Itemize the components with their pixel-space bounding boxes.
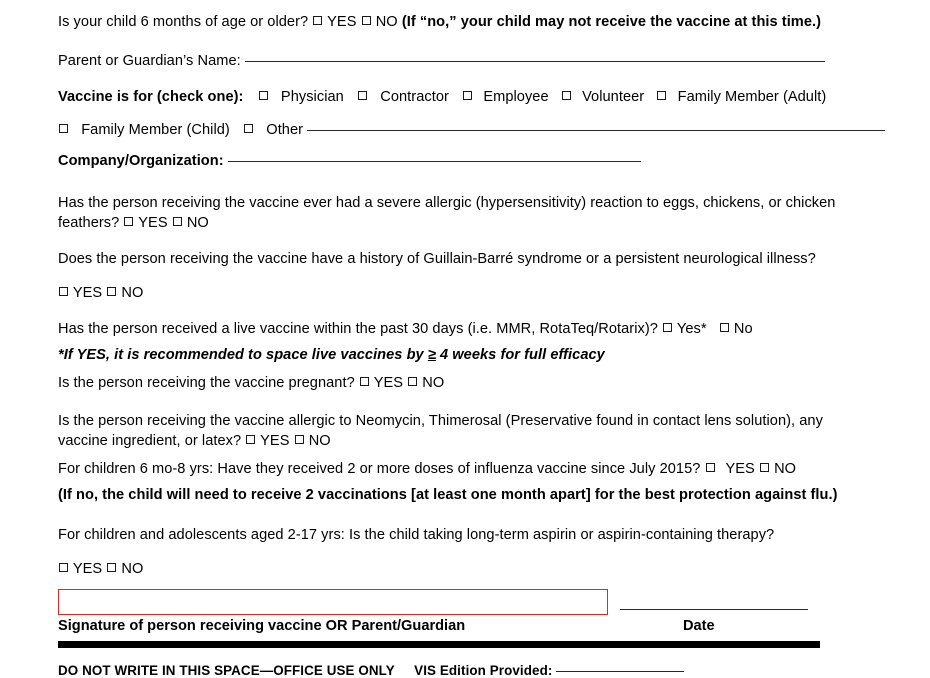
spacer [58,545,872,559]
vaccine-for-label: Vaccine is for (check one): [58,89,244,105]
checkbox-contractor[interactable] [358,91,367,100]
question-row-children-doses [58,459,872,479]
signature-caption: Signature of person receiving vaccine OR Parent/Guardian [58,618,466,634]
parent-guardian-name-row [58,50,872,71]
checkbox-egg-allergy-no[interactable] [173,217,182,226]
option-label-physician: Physician [280,89,344,105]
spacer [58,269,872,283]
children-doses-note: (If no, the child will need to receive 2 vaccinations [at least one month apart] for the best protection against flu.) [58,487,838,503]
checkbox-children-doses-no[interactable] [760,463,769,472]
neomycin-question-text: Is the person receiving the vaccine allergic to Neomycin, Thimerosal (Preservative found in contact lens solution), any vaccine ingredient, or latex? [58,413,823,449]
spacer [58,393,872,411]
spacer [58,233,872,249]
date-input[interactable] [620,609,808,610]
checkbox-guillain-barre-no[interactable] [107,287,116,296]
checkbox-neomycin-no[interactable] [295,435,304,444]
age-no-label: NO [375,14,398,30]
children-doses-no-label: NO [774,461,797,477]
vis-edition-label: VIS Edition Provided: [414,663,553,678]
spacer [58,32,872,50]
checkbox-other[interactable] [244,124,253,133]
live-vaccine-footnote-suffix: 4 weeks for full efficacy [435,347,605,363]
parent-guardian-name-input[interactable] [245,50,825,62]
spacer [58,505,872,525]
checkbox-neomycin-yes[interactable] [246,435,255,444]
guillain-barre-no-label: NO [121,285,144,301]
option-label-family-member-adult: Family Member (Adult) [677,89,827,105]
spacer [58,365,872,373]
question-row-live-vaccine [58,319,872,339]
egg-allergy-question-text: Has the person receiving the vaccine ever had a severe allergic (hypersensitivity) reaction to eggs, chickens, or chicken feathers? [58,195,836,231]
company-organization-row [58,150,872,171]
question-row-guillain-barre [58,249,872,269]
children-doses-yes-label: YES [725,461,755,477]
signature-captions [58,618,872,638]
date-caption: Date [683,618,715,634]
vaccine-for-row-2 [58,119,872,140]
signature-row [58,589,872,617]
company-organization-input[interactable] [228,150,641,162]
children-doses-question-text: For children 6 mo-8 yrs: Have they received 2 or more doses of influenza vaccine since July 2015? [58,461,701,477]
question-row-egg-allergy [58,193,870,233]
live-vaccine-footnote-prefix: *If YES, it is recommended to space live vaccines by [58,347,428,363]
guillain-barre-answer-row [58,283,872,303]
checkbox-live-vaccine-no[interactable] [720,323,729,332]
option-label-employee: Employee [483,89,549,105]
guillain-barre-question-text: Does the person receiving the vaccine have a history of Guillain-Barré syndrome or a persistent neurological illness? [58,251,816,267]
checkbox-employee[interactable] [463,91,472,100]
guillain-barre-yes-label: YES [72,285,103,301]
question-row-age [58,12,872,32]
spacer [58,171,872,193]
egg-allergy-no-label: NO [186,215,209,231]
option-label-contractor: Contractor [380,89,449,105]
checkbox-volunteer[interactable] [562,91,571,100]
question-row-neomycin [58,411,870,451]
live-vaccine-footnote-symbol: ≥ [427,347,436,363]
checkbox-physician[interactable] [259,91,268,100]
aspirin-yes-label: YES [72,561,103,577]
live-vaccine-footnote [58,345,872,365]
checkbox-aspirin-yes[interactable] [59,563,68,572]
office-use-notice: DO NOT WRITE IN THIS SPACE—OFFICE USE ONLY [58,663,395,678]
age-yes-label: YES [327,14,357,30]
spacer [58,107,872,119]
checkbox-pregnant-yes[interactable] [360,377,369,386]
neomycin-no-label: NO [308,433,331,449]
age-question-text: Is your child 6 months of age or older? [58,14,309,30]
checkbox-family-member-adult[interactable] [657,91,666,100]
vaccine-for-row [58,87,872,107]
aspirin-no-label: NO [121,561,144,577]
checkbox-live-vaccine-yes[interactable] [663,323,672,332]
spacer [58,71,872,87]
option-label-other: Other [266,122,304,138]
parent-guardian-name-label: Parent or Guardian’s Name: [58,53,241,69]
company-organization-label: Company/Organization: [58,153,224,169]
spacer [58,303,872,319]
spacer [58,451,872,459]
checkbox-children-doses-yes[interactable] [706,463,715,472]
other-text-input[interactable] [307,119,885,131]
option-label-volunteer: Volunteer [582,89,645,105]
pregnant-no-label: NO [422,375,445,391]
spacer [58,140,872,150]
checkbox-age-no[interactable] [362,16,371,25]
neomycin-yes-label: YES [260,433,290,449]
checkbox-aspirin-no[interactable] [107,563,116,572]
signature-input[interactable] [58,589,608,615]
aspirin-answer-row [58,559,872,579]
aspirin-question-text: For children and adolescents aged 2-17 yrs: Is the child taking long-term aspirin or aspirin-containing therapy? [58,527,775,543]
office-use-row [58,660,872,678]
vis-edition-input[interactable] [556,660,684,672]
checkbox-family-member-child[interactable] [59,124,68,133]
pregnant-question-text: Is the person receiving the vaccine pregnant? [58,375,355,391]
question-row-aspirin [58,525,872,545]
egg-allergy-yes-label: YES [138,215,168,231]
age-note: (If “no,” your child may not receive the vaccine at this time.) [401,14,822,30]
section-divider-bar [58,641,820,648]
checkbox-age-yes[interactable] [313,16,322,25]
option-label-family-member-child: Family Member (Child) [81,122,230,138]
live-vaccine-no-label: No [733,321,753,337]
live-vaccine-question-text: Has the person received a live vaccine within the past 30 days (i.e. MMR, RotaTeq/Rotarix)? [58,321,658,337]
checkbox-guillain-barre-yes[interactable] [59,287,68,296]
live-vaccine-yes-label: Yes* [676,321,707,337]
question-row-pregnant [58,373,872,393]
checkbox-egg-allergy-yes[interactable] [124,217,133,226]
checkbox-pregnant-no[interactable] [408,377,417,386]
pregnant-yes-label: YES [373,375,404,391]
